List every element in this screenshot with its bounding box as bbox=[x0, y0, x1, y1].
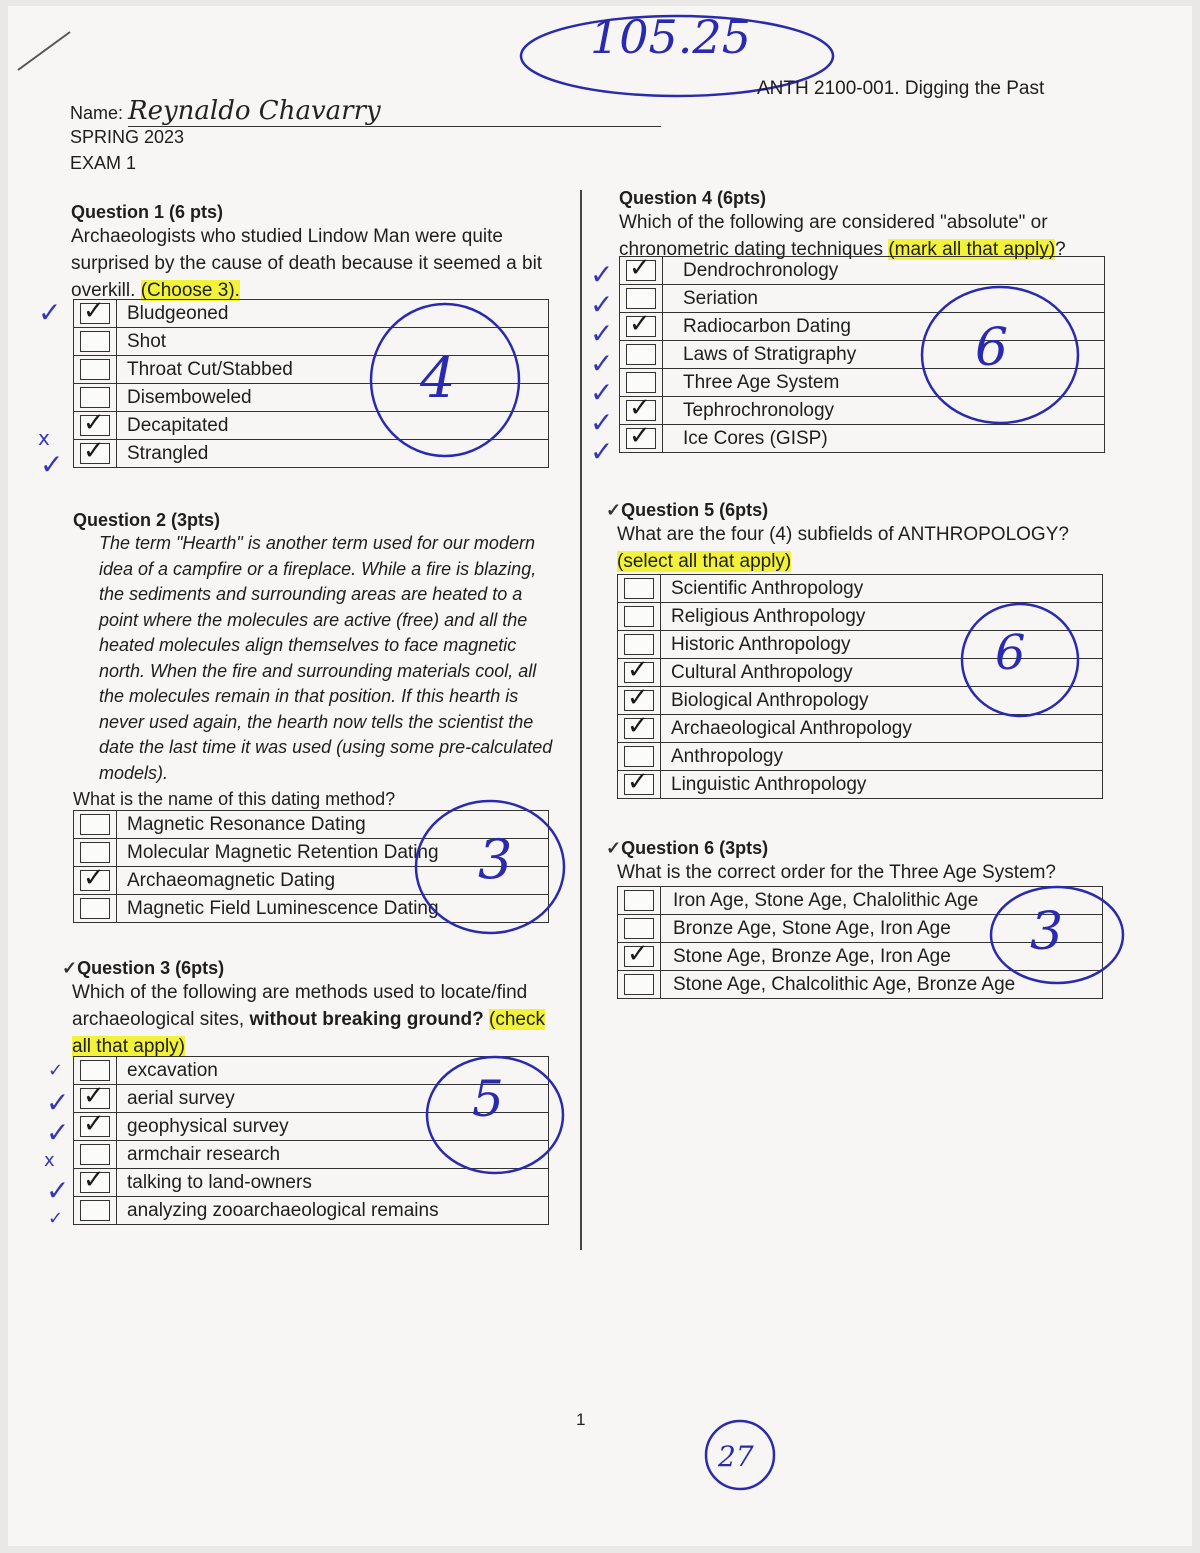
option-checkbox[interactable] bbox=[80, 1080, 110, 1111]
question-3-text: Which of the following are methods used to locate/find archaeological sites, without breaking ground? (check all that apply) bbox=[72, 982, 545, 1057]
course-title: ANTH 2100-001. Digging the Past bbox=[757, 78, 1045, 99]
option-checkbox-cell bbox=[618, 575, 661, 603]
option-label: Laws of Stratigraphy bbox=[663, 341, 1105, 369]
option-checkbox[interactable] bbox=[80, 1060, 110, 1081]
question-5-text: What are the four (4) subfields of ANTHROPOLOGY? bbox=[617, 524, 1069, 545]
option-checkbox[interactable] bbox=[80, 435, 110, 466]
option-label: Cultural Anthropology bbox=[661, 659, 1103, 687]
question-2-score: 3 bbox=[478, 828, 513, 891]
option-label: Ice Cores (GISP) bbox=[663, 425, 1105, 453]
option-checkbox-cell bbox=[74, 1197, 117, 1225]
option-checkbox-cell bbox=[618, 603, 661, 631]
question-2-question: What is the name of this dating method? bbox=[73, 789, 396, 809]
question-2-text: The term "Hearth" is another term used for our modern idea of a campfire or a fireplace. While a fire is blazing, the sediments and surrounding areas are heated to a point where the molecules are active (free) and all the heated molecules align themselves to face magnetic north. When the fire and surrounding materials cool, all the molecules remain in that position. If this hearth is never used again, the hearth now tells the scientist the date the last time it was used (using some pre-calculated models). bbox=[99, 533, 553, 783]
option-label: Religious Anthropology bbox=[661, 603, 1103, 631]
option-label: Anthropology bbox=[661, 743, 1103, 771]
grader-check-mark: ✓ bbox=[590, 287, 614, 321]
student-name: Reynaldo Chavarry bbox=[128, 96, 661, 127]
question-5: ✓Question 5 (6pts) What are the four (4) subfields of ANTHROPOLOGY? (select all that apply) bbox=[606, 500, 1096, 575]
question-2-title: Question 2 (3pts) bbox=[73, 510, 221, 530]
option-checkbox[interactable] bbox=[626, 308, 656, 339]
option-checkbox-cell bbox=[618, 710, 661, 743]
option-checkbox[interactable] bbox=[626, 288, 656, 309]
exam-number: EXAM 1 bbox=[70, 153, 137, 173]
option-checkbox[interactable] bbox=[80, 407, 110, 438]
option-checkbox[interactable] bbox=[624, 766, 654, 797]
option-checkbox-cell bbox=[74, 328, 117, 356]
question-1-title: Question 1 (6 pts) bbox=[71, 202, 224, 222]
option-checkbox[interactable] bbox=[624, 606, 654, 627]
option-row bbox=[74, 1197, 549, 1225]
question-3-title: Question 3 (6pts) bbox=[77, 958, 225, 978]
option-checkbox[interactable] bbox=[80, 1108, 110, 1139]
option-checkbox-cell bbox=[620, 308, 663, 341]
grader-check-mark: ✓ bbox=[46, 1086, 70, 1119]
checkmark-icon: ✓ bbox=[83, 1164, 105, 1195]
question-3-instruction: (check bbox=[489, 1009, 545, 1030]
option-label: Seriation bbox=[663, 285, 1105, 313]
question-6: ✓Question 6 (3pts) What is the correct order for the Three Age System? bbox=[606, 838, 1096, 886]
grader-check-mark: ✓ bbox=[590, 435, 614, 468]
option-label: Stone Age, Chalcolithic Age, Bronze Age bbox=[661, 971, 1103, 999]
checkmark-icon: ✓ bbox=[627, 766, 649, 797]
option-checkbox[interactable] bbox=[624, 974, 654, 995]
option-label: Historic Anthropology bbox=[661, 631, 1103, 659]
option-label: Radiocarbon Dating bbox=[663, 313, 1105, 341]
option-label: Iron Age, Stone Age, Chalolithic Age bbox=[661, 887, 1103, 915]
option-checkbox[interactable] bbox=[80, 842, 110, 863]
checkmark-icon: ✓ bbox=[627, 682, 649, 713]
checkmark-icon: ✓ bbox=[83, 862, 105, 893]
checkmark-icon: ✓ bbox=[83, 435, 105, 466]
option-label: Decapitated bbox=[117, 412, 549, 440]
option-label: Magnetic Resonance Dating bbox=[117, 811, 549, 839]
grader-check-mark: ✓ bbox=[590, 376, 614, 409]
option-label: Archaeological Anthropology bbox=[661, 715, 1103, 743]
option-label: Disemboweled bbox=[117, 384, 549, 412]
total-score: 105.25 bbox=[590, 10, 751, 64]
question-5-title: Question 5 (6pts) bbox=[621, 500, 769, 520]
checkmark-icon: ✓ bbox=[83, 1108, 105, 1139]
option-label: Bronze Age, Stone Age, Iron Age bbox=[661, 915, 1103, 943]
option-label: Scientific Anthropology bbox=[661, 575, 1103, 603]
grader-x-mark: x bbox=[44, 1150, 55, 1171]
option-checkbox-cell bbox=[618, 887, 661, 915]
option-checkbox-cell bbox=[620, 252, 663, 285]
grader-check-mark: ✓ bbox=[590, 346, 614, 380]
option-checkbox[interactable] bbox=[624, 578, 654, 599]
grader-check-mark: ✓ bbox=[48, 1208, 64, 1229]
grader-check-mark: ✓ bbox=[46, 1174, 70, 1207]
option-checkbox[interactable] bbox=[626, 392, 656, 423]
option-label: Linguistic Anthropology bbox=[661, 771, 1103, 799]
option-checkbox[interactable] bbox=[80, 331, 110, 352]
page-number: 1 bbox=[576, 1410, 586, 1429]
question-6-score: 3 bbox=[1030, 902, 1064, 962]
option-checkbox-cell bbox=[74, 295, 117, 328]
option-label: aerial survey bbox=[117, 1085, 549, 1113]
option-checkbox[interactable] bbox=[624, 746, 654, 767]
option-checkbox[interactable] bbox=[80, 1164, 110, 1195]
option-checkbox[interactable] bbox=[80, 1144, 110, 1165]
option-label: excavation bbox=[117, 1057, 549, 1085]
option-label: armchair research bbox=[117, 1141, 549, 1169]
column-divider bbox=[580, 190, 582, 1250]
grader-check-mark: ✓ bbox=[48, 1060, 64, 1081]
option-checkbox[interactable] bbox=[626, 252, 656, 283]
option-checkbox[interactable] bbox=[80, 814, 110, 835]
question-1-score: 4 bbox=[420, 346, 456, 411]
term: SPRING 2023 bbox=[70, 127, 185, 147]
question-1 bbox=[71, 202, 551, 304]
option-checkbox-cell bbox=[74, 356, 117, 384]
option-checkbox-cell bbox=[74, 862, 117, 895]
question-4 bbox=[619, 188, 1099, 263]
option-checkbox-cell bbox=[620, 341, 663, 369]
option-checkbox[interactable] bbox=[624, 918, 654, 939]
option-checkbox[interactable] bbox=[80, 295, 110, 326]
option-label: Biological Anthropology bbox=[661, 687, 1103, 715]
checkmark-icon: ✓ bbox=[627, 710, 649, 741]
checkmark-icon: ✓ bbox=[83, 1080, 105, 1111]
option-label: Bludgeoned bbox=[117, 300, 549, 328]
option-checkbox[interactable] bbox=[80, 359, 110, 380]
option-label: Dendrochronology bbox=[663, 257, 1105, 285]
grader-x-mark: x bbox=[38, 426, 50, 450]
option-label: Archaeomagnetic Dating bbox=[117, 867, 549, 895]
option-checkbox[interactable] bbox=[80, 1200, 110, 1221]
option-checkbox-cell bbox=[74, 435, 117, 468]
checkmark-icon: ✓ bbox=[627, 938, 649, 969]
option-checkbox[interactable] bbox=[626, 420, 656, 451]
question-3-score: 5 bbox=[472, 1070, 504, 1128]
option-row bbox=[618, 771, 1103, 799]
checkmark-icon: ✓ bbox=[83, 295, 105, 326]
checkmark-icon: ✓ bbox=[629, 420, 651, 451]
grader-check-mark: ✓ bbox=[590, 258, 614, 291]
option-label: Stone Age, Bronze Age, Iron Age bbox=[661, 943, 1103, 971]
question-4-title: Question 4 (6pts) bbox=[619, 188, 767, 208]
option-checkbox-cell bbox=[618, 766, 661, 799]
option-checkbox-cell bbox=[74, 1108, 117, 1141]
checkmark-icon: ✓ bbox=[629, 392, 651, 423]
option-checkbox[interactable] bbox=[80, 862, 110, 893]
checkmark-icon: ✓ bbox=[627, 654, 649, 685]
page-total: 27 bbox=[718, 1440, 754, 1473]
question-5-instruction: (select all that apply) bbox=[617, 551, 792, 572]
question-5-score: 6 bbox=[995, 625, 1026, 681]
option-checkbox[interactable] bbox=[624, 634, 654, 655]
question-2 bbox=[73, 510, 553, 813]
question-1-text: Archaeologists who studied Lindow Man were quite surprised by the cause of death because it seemed a bit overkill. (Choose 3). bbox=[71, 226, 543, 301]
option-row bbox=[618, 743, 1103, 771]
option-label: Throat Cut/Stabbed bbox=[117, 356, 549, 384]
question-1-instruction: (Choose 3). bbox=[140, 280, 240, 301]
option-checkbox[interactable] bbox=[624, 654, 654, 685]
option-label: analyzing zooarchaeological remains bbox=[117, 1197, 549, 1225]
checkmark-icon: ✓ bbox=[629, 252, 651, 283]
checkmark-icon: ✓ bbox=[83, 407, 105, 438]
option-checkbox[interactable] bbox=[624, 710, 654, 741]
checkmark-icon: ✓ bbox=[629, 308, 651, 339]
name-label: Name: bbox=[70, 103, 124, 123]
question-6-title: Question 6 (3pts) bbox=[621, 838, 769, 858]
option-checkbox[interactable] bbox=[624, 682, 654, 713]
option-checkbox[interactable] bbox=[626, 344, 656, 365]
pen-stroke-mark bbox=[14, 28, 74, 74]
option-label: Shot bbox=[117, 328, 549, 356]
option-label: geophysical survey bbox=[117, 1113, 549, 1141]
option-checkbox-cell bbox=[74, 1164, 117, 1197]
question-3: ✓Question 3 (6pts) Which of the following are methods used to locate/find archaeological sites, without breaking ground? (check all that apply) bbox=[62, 958, 552, 1060]
option-checkbox[interactable] bbox=[624, 890, 654, 911]
option-checkbox-cell bbox=[618, 938, 661, 971]
option-checkbox[interactable] bbox=[624, 938, 654, 969]
question-6-text: What is the correct order for the Three Age System? bbox=[617, 862, 1056, 883]
option-checkbox-cell bbox=[74, 895, 117, 923]
question-4-score: 6 bbox=[975, 318, 1009, 378]
option-label: talking to land-owners bbox=[117, 1169, 549, 1197]
question-4-text: Which of the following are considered "absolute" or chronometric dating techniques (mark all that apply)? bbox=[619, 212, 1066, 260]
grader-check-mark: ✓ bbox=[590, 317, 614, 350]
option-checkbox-cell bbox=[618, 971, 661, 999]
grader-check-mark: ✓ bbox=[40, 448, 64, 481]
option-checkbox[interactable] bbox=[80, 387, 110, 408]
question-4-instruction: (mark all that apply) bbox=[888, 239, 1056, 260]
grader-check-mark: ✓ bbox=[46, 1116, 70, 1149]
option-checkbox-cell bbox=[620, 420, 663, 453]
option-checkbox[interactable] bbox=[80, 898, 110, 919]
name-line bbox=[70, 98, 661, 126]
option-label: Tephrochronology bbox=[663, 397, 1105, 425]
grader-check-mark: ✓ bbox=[38, 296, 62, 329]
grader-check-mark: ✓ bbox=[590, 405, 614, 439]
option-checkbox[interactable] bbox=[626, 372, 656, 393]
option-checkbox-cell bbox=[74, 811, 117, 839]
option-label: Magnetic Field Luminescence Dating bbox=[117, 895, 549, 923]
option-label: Strangled bbox=[117, 440, 549, 468]
option-label: Molecular Magnetic Retention Dating bbox=[117, 839, 549, 867]
option-label: Three Age System bbox=[663, 369, 1105, 397]
